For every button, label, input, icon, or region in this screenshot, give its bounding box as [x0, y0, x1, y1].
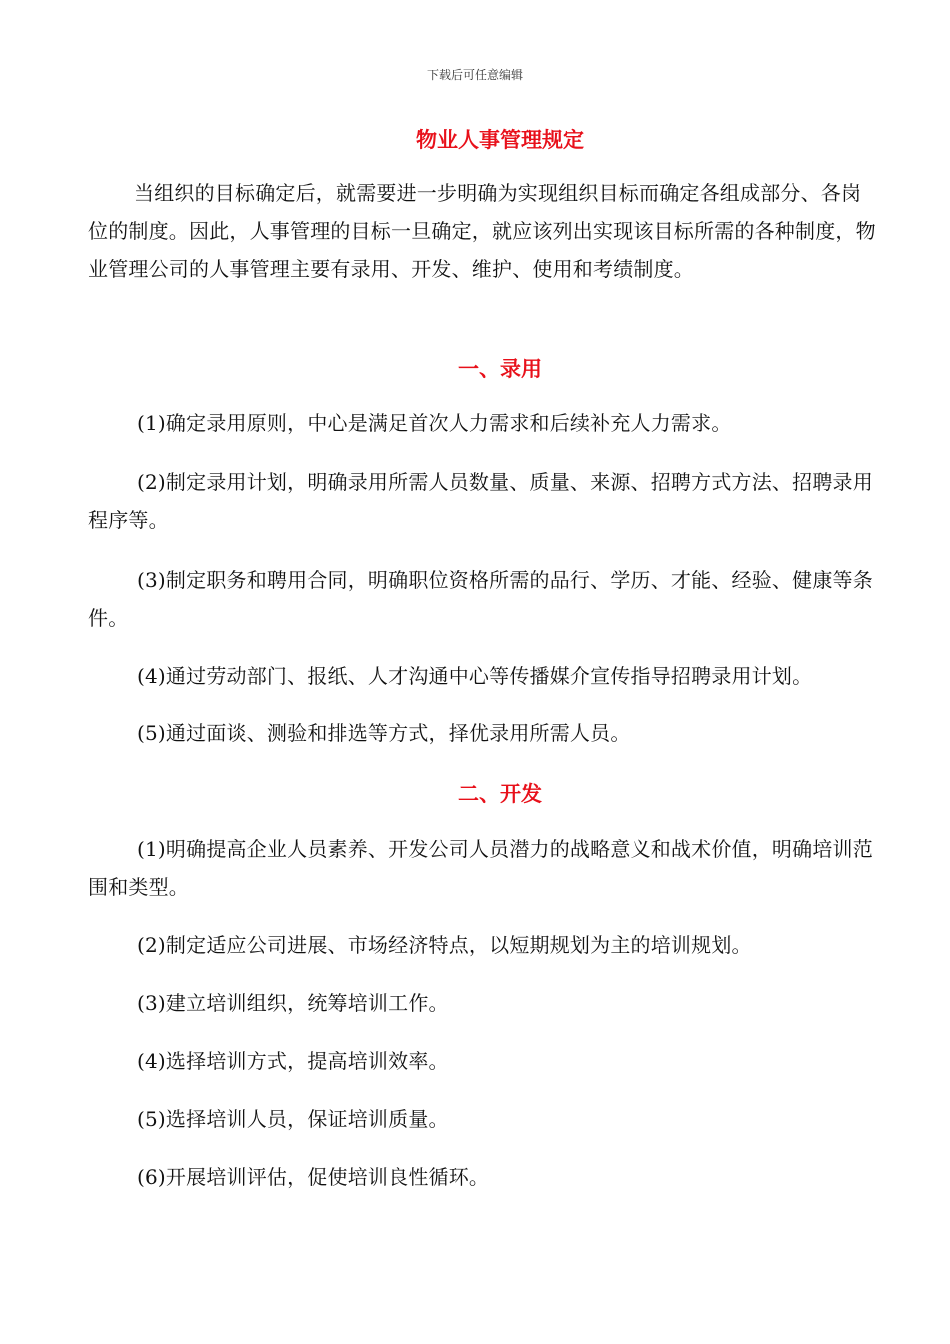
section-heading-development: 二、开发: [458, 781, 542, 806]
list-item: (1)明确提高企业人员素养、开发公司人员潜力的战略意义和战术价值，明确培训范围和类型。: [88, 837, 873, 899]
list-item: (3)建立培训组织，统筹培训工作。: [137, 991, 449, 1015]
list-item: (5)通过面谈、测验和排选等方式，择优录用所需人员。: [137, 721, 631, 745]
list-item: (2)制定录用计划，明确录用所需人员数量、质量、来源、招聘方式方法、招聘录用程序等。: [88, 470, 873, 532]
intro-paragraph: 当组织的目标确定后，就需要进一步明确为实现组织目标而确定各组成部分、各岗位的制度。因此，人事管理的目标一旦确定，就应该列出实现该目标所需的各种制度，物业管理公司的人事管理主要有录用、开发、维护、使用和考绩制度。: [88, 181, 876, 281]
list-item: (1)确定录用原则，中心是满足首次人力需求和后续补充人力需求。: [137, 411, 732, 435]
list-item: (5)选择培训人员，保证培训质量。: [137, 1107, 449, 1131]
header-note: 下载后可任意编辑: [426, 68, 523, 82]
section-heading-recruitment: 一、录用: [458, 356, 542, 381]
list-item: (4)通过劳动部门、报纸、人才沟通中心等传播媒介宣传指导招聘录用计划。: [137, 664, 813, 688]
list-item: (2)制定适应公司进展、市场经济特点，以短期规划为主的培训规划。: [137, 933, 752, 957]
list-item: (3)制定职务和聘用合同，明确职位资格所需的品行、学历、才能、经验、健康等条件。: [88, 568, 873, 630]
document-title: 物业人事管理规定: [416, 127, 584, 152]
list-item: (6)开展培训评估，促使培训良性循环。: [137, 1165, 490, 1189]
list-item: (4)选择培训方式，提高培训效率。: [137, 1049, 449, 1073]
